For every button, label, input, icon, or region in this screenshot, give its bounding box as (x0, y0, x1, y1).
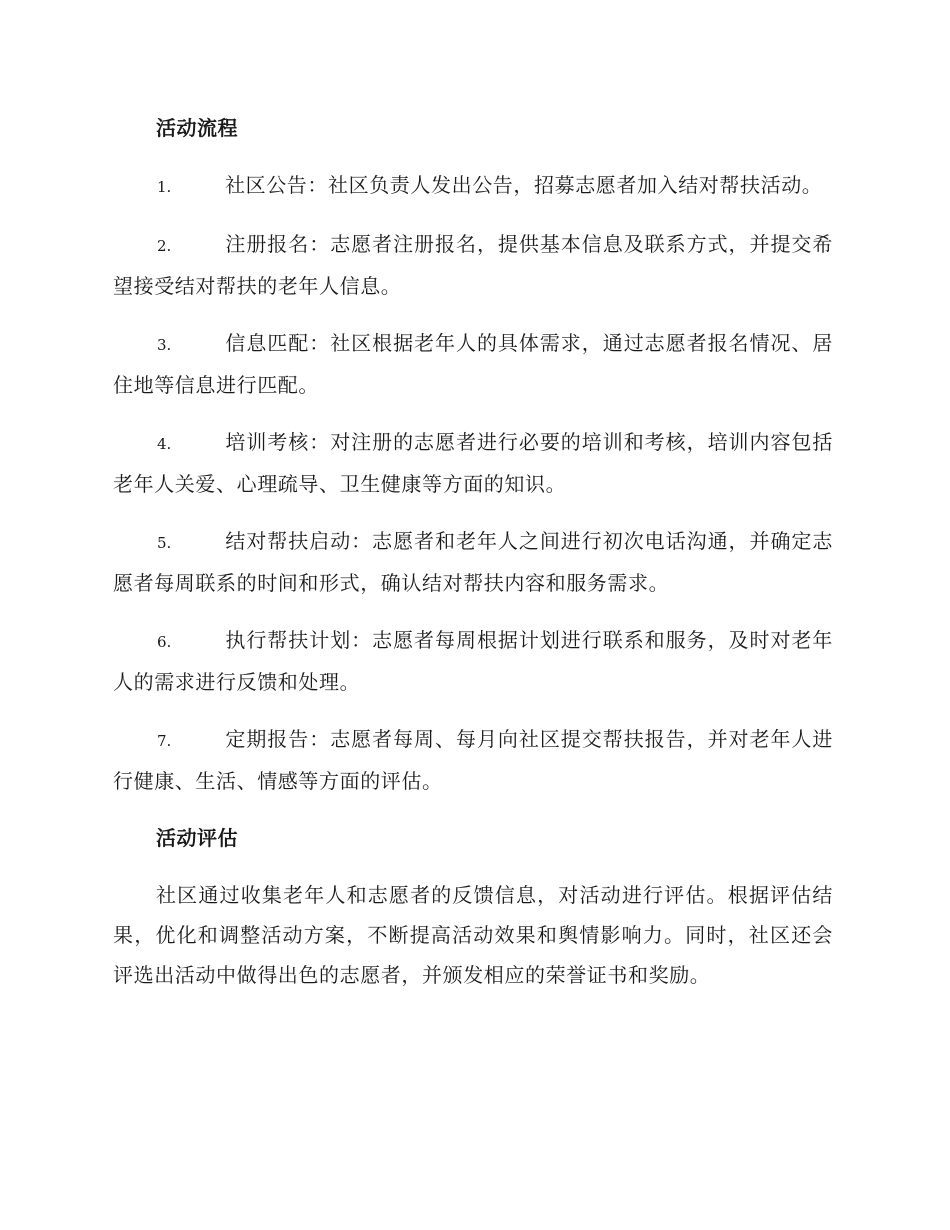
step-text: 注册报名：志愿者注册报名，提供基本信息及联系方式，并提交希望接受结对帮扶的老年人信息。 (113, 232, 833, 298)
step-text: 信息匹配：社区根据老年人的具体需求，通过志愿者报名情况、居住地等信息进行匹配。 (113, 331, 833, 397)
section-heading-process: 活动流程 (156, 116, 238, 140)
process-step (113, 165, 833, 207)
step-text: 定期报告：志愿者每周、每月向社区提交帮扶报告，并对老年人进行健康、生活、情感等方面的评估。 (113, 727, 833, 793)
step-text: 执行帮扶计划：志愿者每周根据计划进行联系和服务，及时对老年人的需求进行反馈和处理。 (113, 628, 833, 694)
step-number: 4. (157, 435, 172, 453)
process-step (113, 224, 833, 306)
process-step-list (113, 165, 833, 801)
process-step (113, 719, 833, 801)
process-step (113, 323, 833, 405)
step-text: 社区公告：社区负责人发出公告，招募志愿者加入结对帮扶活动。 (225, 173, 823, 197)
process-step (113, 521, 833, 603)
step-number: 1. (157, 178, 172, 196)
step-number: 5. (157, 534, 172, 552)
step-number: 6. (157, 633, 172, 651)
step-number: 3. (157, 336, 172, 354)
process-step (113, 422, 833, 504)
step-text: 培训考核：对注册的志愿者进行必要的培训和考核，培训内容包括老年人关爱、心理疏导、卫生健康等方面的知识。 (113, 430, 833, 496)
section-heading-evaluation: 活动评估 (156, 826, 238, 850)
step-number: 7. (157, 732, 172, 750)
process-step (113, 620, 833, 702)
document-content (113, 108, 833, 995)
step-number: 2. (157, 237, 172, 255)
step-text: 结对帮扶启动：志愿者和老年人之间进行初次电话沟通，并确定志愿者每周联系的时间和形式，确认结对帮扶内容和服务需求。 (113, 529, 833, 595)
evaluation-paragraph: 社区通过收集老年人和志愿者的反馈信息，对活动进行评估。根据评估结果，优化和调整活动方案，不断提高活动效果和舆情影响力。同时，社区还会评选出活动中做得出色的志愿者，并颁发相应的荣誉证书和奖励。 (113, 883, 833, 987)
